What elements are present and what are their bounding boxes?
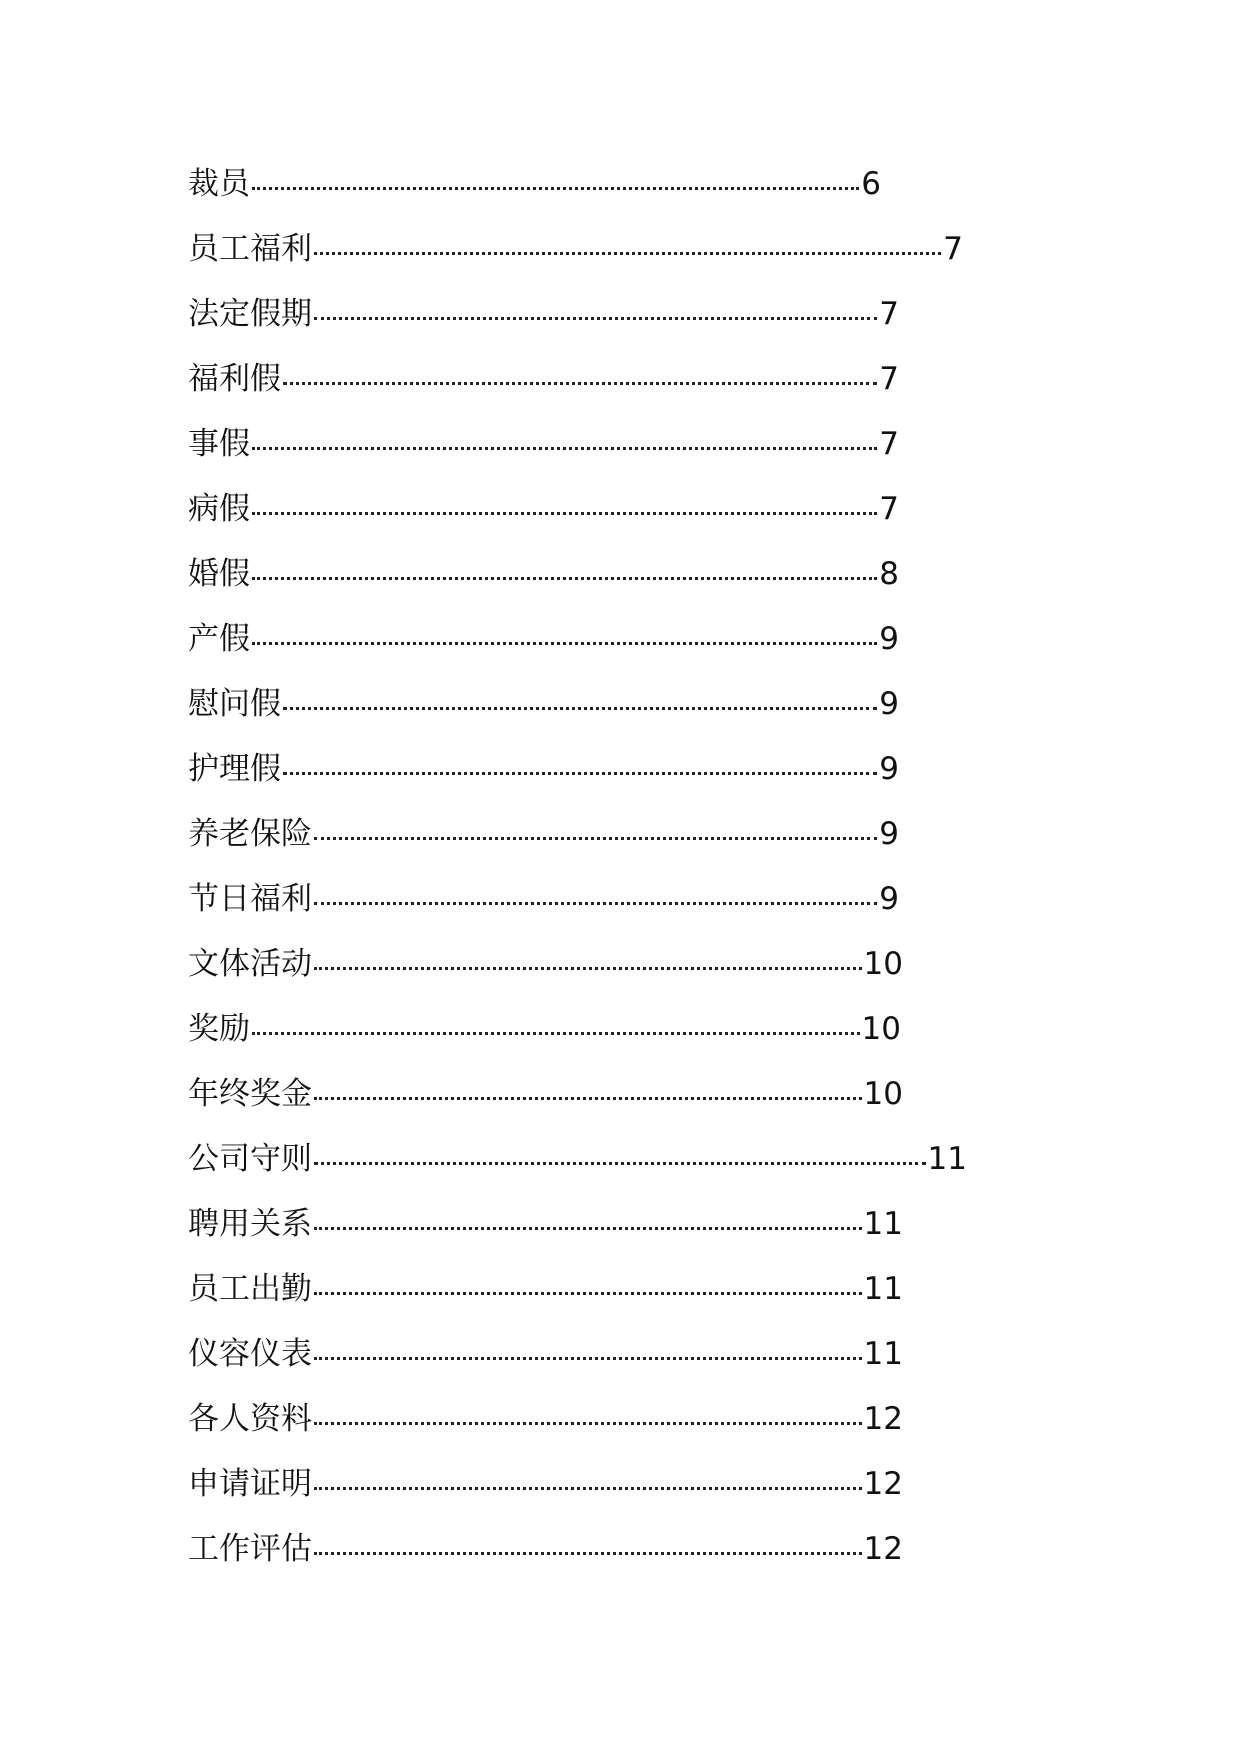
- toc-dot-leader: [314, 1552, 862, 1555]
- toc-entry[interactable]: [188, 217, 963, 282]
- toc-dot-leader: [314, 967, 862, 970]
- toc-entry[interactable]: [188, 737, 899, 802]
- toc-entry-title: 员工福利: [188, 231, 312, 267]
- toc-dot-leader: [314, 1292, 862, 1295]
- toc-entry[interactable]: [188, 1192, 903, 1257]
- toc-page-number: 11: [863, 1206, 903, 1242]
- toc-entry-title: 福利假: [188, 361, 281, 397]
- toc-entry-title: 仪容仪表: [188, 1336, 312, 1372]
- toc-page-number: 12: [863, 1401, 903, 1437]
- toc-dot-leader: [314, 1097, 862, 1100]
- table-of-contents: [188, 152, 967, 1582]
- toc-dot-leader: [314, 837, 877, 840]
- toc-page-number: 9: [879, 881, 899, 917]
- toc-page-number: 7: [879, 491, 899, 527]
- toc-entry[interactable]: [188, 1257, 903, 1322]
- toc-entry[interactable]: [188, 867, 899, 932]
- toc-dot-leader: [314, 1357, 862, 1360]
- toc-entry-title: 产假: [188, 621, 250, 657]
- toc-entry[interactable]: [188, 542, 899, 607]
- toc-entry-title: 法定假期: [188, 296, 312, 332]
- toc-dot-leader: [283, 707, 877, 710]
- toc-entry[interactable]: [188, 152, 881, 217]
- toc-entry-title: 公司守则: [188, 1141, 312, 1177]
- toc-page-number: 6: [861, 166, 881, 202]
- toc-entry-title: 聘用关系: [188, 1206, 312, 1242]
- toc-page-number: 11: [863, 1336, 903, 1372]
- toc-entry[interactable]: [188, 1452, 903, 1517]
- toc-dot-leader: [314, 252, 941, 255]
- toc-entry[interactable]: [188, 672, 899, 737]
- toc-entry-title: 病假: [188, 491, 250, 527]
- toc-page-number: 7: [943, 231, 963, 267]
- toc-dot-leader: [252, 577, 877, 580]
- toc-dot-leader: [252, 187, 859, 190]
- toc-entry[interactable]: [188, 1127, 967, 1192]
- toc-entry-title: 养老保险: [188, 816, 312, 852]
- toc-dot-leader: [283, 772, 877, 775]
- toc-entry[interactable]: [188, 932, 903, 997]
- toc-dot-leader: [314, 1227, 862, 1230]
- toc-entry-title: 工作评估: [188, 1531, 312, 1567]
- toc-dot-leader: [252, 642, 877, 645]
- toc-page-number: 10: [863, 1076, 903, 1112]
- toc-dot-leader: [314, 317, 877, 320]
- toc-entry[interactable]: [188, 607, 899, 672]
- toc-dot-leader: [283, 382, 877, 385]
- toc-entry-title: 各人资料: [188, 1401, 312, 1437]
- toc-entry[interactable]: [188, 997, 901, 1062]
- toc-entry-title: 年终奖金: [188, 1076, 312, 1112]
- toc-entry[interactable]: [188, 1322, 903, 1387]
- toc-page-number: 7: [879, 296, 899, 332]
- toc-entry-title: 慰问假: [188, 686, 281, 722]
- toc-entry-title: 奖励: [188, 1011, 250, 1047]
- toc-page-number: 9: [879, 621, 899, 657]
- toc-page-number: 10: [861, 1011, 901, 1047]
- toc-page-number: 11: [863, 1271, 903, 1307]
- toc-entry-title: 裁员: [188, 166, 250, 202]
- toc-dot-leader: [252, 1032, 860, 1035]
- toc-entry-title: 事假: [188, 426, 250, 462]
- toc-entry[interactable]: [188, 477, 899, 542]
- toc-page-number: 7: [879, 361, 899, 397]
- toc-dot-leader: [314, 1487, 862, 1490]
- toc-entry-title: 申请证明: [188, 1466, 312, 1502]
- toc-page-number: 12: [863, 1531, 903, 1567]
- toc-page-number: 12: [863, 1466, 903, 1502]
- toc-page-number: 7: [879, 426, 899, 462]
- toc-entry-title: 文体活动: [188, 946, 312, 982]
- toc-page-number: 8: [879, 556, 899, 592]
- toc-entry[interactable]: [188, 412, 899, 477]
- toc-page-number: 11: [927, 1141, 967, 1177]
- toc-page-number: 9: [879, 686, 899, 722]
- toc-page-number: 10: [863, 946, 903, 982]
- toc-entry[interactable]: [188, 1517, 903, 1582]
- toc-dot-leader: [314, 1422, 862, 1425]
- toc-page-number: 9: [879, 816, 899, 852]
- toc-dot-leader: [314, 902, 877, 905]
- toc-dot-leader: [252, 512, 877, 515]
- toc-entry-title: 护理假: [188, 751, 281, 787]
- toc-entry[interactable]: [188, 1062, 903, 1127]
- toc-entry[interactable]: [188, 347, 899, 412]
- toc-entry[interactable]: [188, 802, 899, 867]
- toc-entry-title: 节日福利: [188, 881, 312, 917]
- toc-page-number: 9: [879, 751, 899, 787]
- toc-dot-leader: [314, 1162, 926, 1165]
- toc-entry[interactable]: [188, 1387, 903, 1452]
- toc-entry-title: 婚假: [188, 556, 250, 592]
- toc-dot-leader: [252, 447, 877, 450]
- toc-entry[interactable]: [188, 282, 899, 347]
- toc-entry-title: 员工出勤: [188, 1271, 312, 1307]
